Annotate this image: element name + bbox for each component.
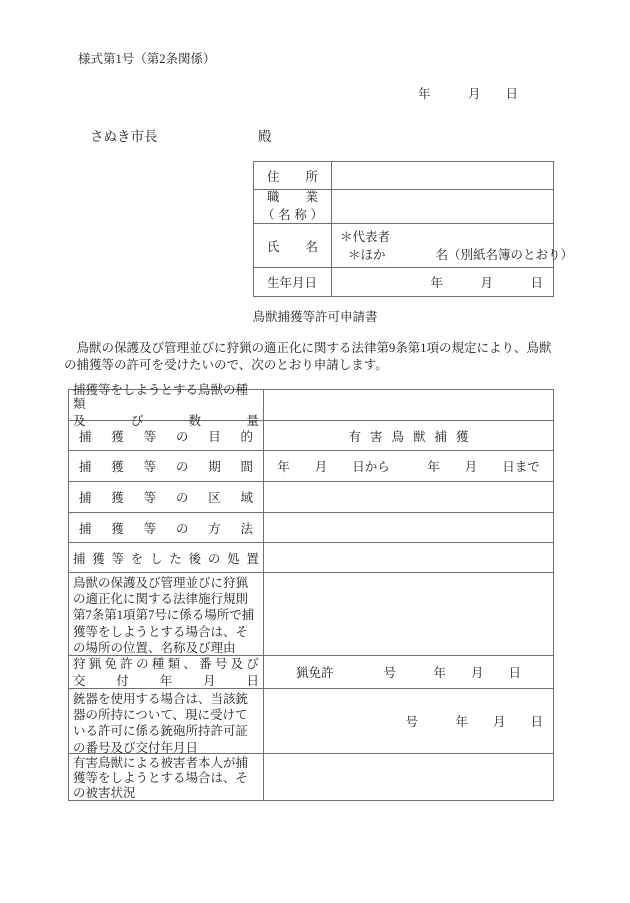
occupation-label-line1: 職 業 [267, 190, 318, 204]
purpose-label: 捕 獲 等 の 目 的 [69, 421, 264, 450]
row-hunting-license [69, 656, 553, 689]
applicant-row-birthdate [254, 268, 553, 296]
gun-value: 号 年 月 日 [405, 715, 543, 729]
place-label: 鳥獣の保護及び管理並びに狩猟の適正化に関する法律施行規則第7条第1項第7号に係る場所で捕獲等をしようとする場合は、その場所の位置、名称及び理由 [69, 573, 264, 655]
area-value-cell [264, 482, 553, 512]
date-line: 年 月 日 [418, 87, 519, 101]
species-value-cell [264, 390, 553, 420]
applicant-row-occupation [254, 190, 553, 224]
row-place [69, 573, 553, 656]
method-label: 捕 獲 等 の 方 法 [69, 513, 264, 542]
purpose-value: 有害鳥獣捕獲 [348, 429, 478, 444]
occupation-value-cell [332, 190, 553, 223]
applicant-row-name [254, 224, 574, 268]
name-note-representative: ＊代表者 [340, 230, 391, 244]
damage-value-cell [264, 754, 553, 800]
name-note-others: ＊ほか 名（別紙名簿のとおり） [348, 248, 574, 262]
row-species-quantity [69, 382, 553, 428]
row-period [69, 451, 553, 482]
form-number: 様式第1号（第2条関係） [78, 52, 216, 66]
species-label-line2: 及 び 数 量 [73, 413, 259, 428]
license-value: 猟免許 号 年 月 日 [295, 666, 521, 680]
document-title: 鳥獣捕獲等許可申請書 [252, 310, 378, 324]
address-label: 住 所 [254, 162, 332, 189]
disposal-label: 捕 獲 等 を し た 後 の 処 置 [69, 543, 264, 572]
method-value-cell [264, 513, 553, 542]
row-method [69, 513, 553, 543]
period-label: 捕 獲 等 の 期 間 [69, 451, 264, 481]
name-label: 氏 名 [254, 224, 332, 267]
applicant-row-address [254, 162, 553, 190]
intro-paragraph: 鳥獣の保護及び管理並びに狩猟の適正化に関する法律第9条第1項の規定により、鳥獣の捕獲等の許可を受けたいので、次のとおり申請します。 [64, 341, 552, 372]
addressee-honorific: 殿 [258, 129, 272, 144]
row-purpose [69, 421, 553, 451]
addressee: さぬき市長 [90, 129, 158, 144]
address-value-cell [332, 162, 553, 189]
species-label-line1: 捕獲等をしようとする鳥獣の種類 [73, 382, 249, 411]
row-area [69, 482, 553, 513]
birthdate-label: 生年月日 [254, 268, 332, 296]
license-label-line2: 交 付 年 月 日 [73, 673, 259, 688]
row-disposal [69, 543, 553, 573]
application-table [68, 382, 554, 801]
row-gun-permit [69, 689, 553, 754]
place-value-cell [264, 573, 553, 655]
applicant-table [253, 161, 574, 297]
disposal-value-cell [264, 543, 553, 572]
period-value: 年 月 日から 年 月 日まで [277, 460, 540, 474]
area-label: 捕 獲 等 の 区 域 [69, 482, 264, 512]
license-label-line1: 狩 猟 免 許 の 種 類 、 番 号 及 び [73, 656, 259, 671]
damage-label: 有害鳥獣による被害者本人が捕獲等をしようとする場合は、その被害状況 [69, 754, 264, 800]
birthdate-value: 年 月 日 [430, 276, 543, 290]
name-value-cell [332, 224, 574, 267]
row-damage [69, 754, 553, 800]
gun-label: 銃器を使用する場合は、当該銃器の所持について、現に受けている許可に係る銃砲所持許可証の番号及び交付年月日 [69, 689, 264, 753]
occupation-label-line2: （ 名 称 ） [262, 208, 323, 222]
